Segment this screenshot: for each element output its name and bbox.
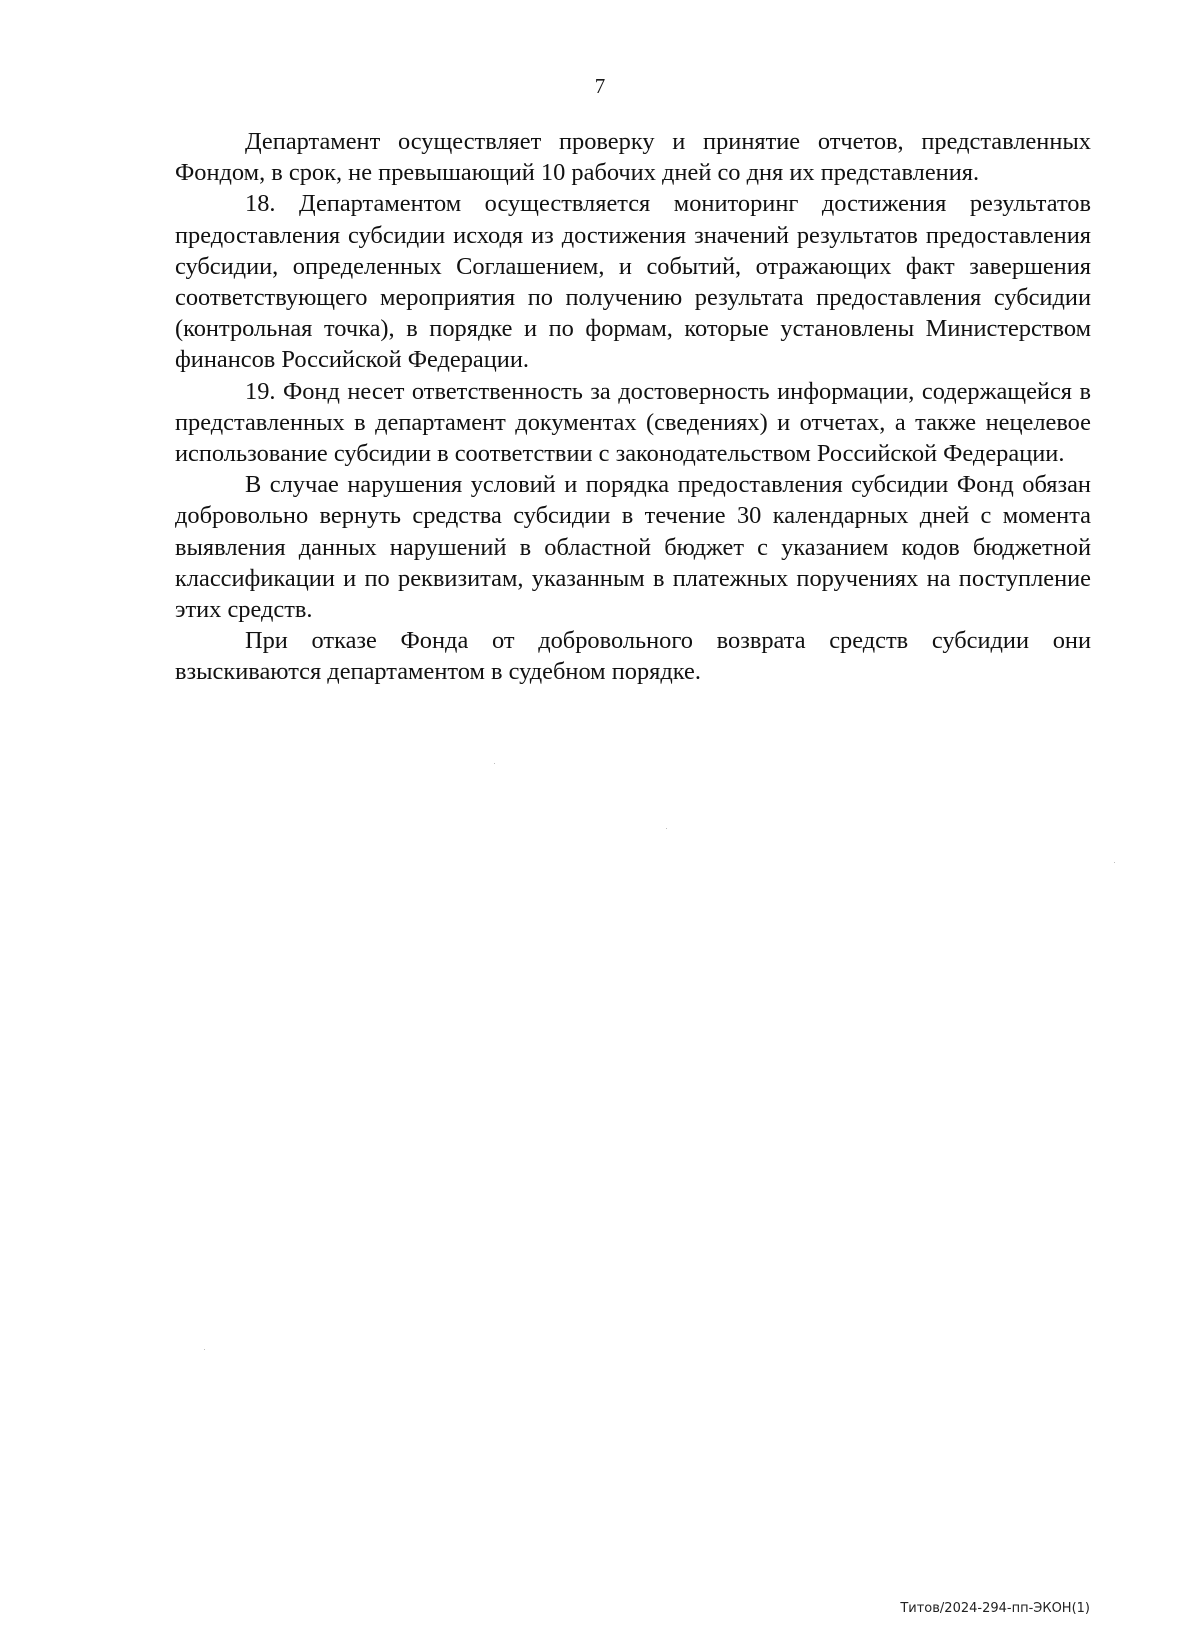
paragraph-18-monitoring: 18. Департаментом осуществляется мониторинг достижения результатов предоставления субсидии исходя из достижения значений результатов предоставления субсидии, определенных Соглашением, и событий, отражающих факт завершения соответствующего мероприятия по получению результата предоставления субсидии (контрольная точка), в порядке и по формам, которые установлены Министерством финансов Российской Федерации.	[175, 190, 1091, 374]
scan-speck	[666, 828, 667, 829]
document-footer-code: Титов/2024-294-пп-ЭКОН(1)	[900, 1601, 1090, 1616]
paragraph-19-responsibility: 19. Фонд несет ответственность за достоверность информации, содержащейся в представленных в департамент документах (сведениях) и отчетах, а также нецелевое использование субсидии в соответствии с законодательством Российской Федерации.	[175, 377, 1091, 468]
scan-speck	[204, 1349, 205, 1350]
document-body	[175, 126, 1091, 688]
paragraph-report-review: Департамент осуществляет проверку и принятие отчетов, представленных Фондом, в срок, не превышающий 10 рабочих дней со дня их представления.	[175, 128, 1091, 187]
paragraph-violation-refund: В случае нарушения условий и порядка предоставления субсидии Фонд обязан добровольно вернуть средства субсидии в течение 30 календарных дней с момента выявления данных нарушений в областной бюджет с указанием кодов бюджетной классификации и по реквизитам, указанным в платежных поручениях на поступление этих средств.	[175, 471, 1091, 624]
page-number: 7	[594, 74, 606, 98]
scan-speck	[1114, 862, 1115, 863]
scan-speck	[494, 763, 495, 764]
paragraph-court-recovery: При отказе Фонда от добровольного возврата средств субсидии они взыскиваются департаментом в судебном порядке.	[175, 627, 1091, 686]
